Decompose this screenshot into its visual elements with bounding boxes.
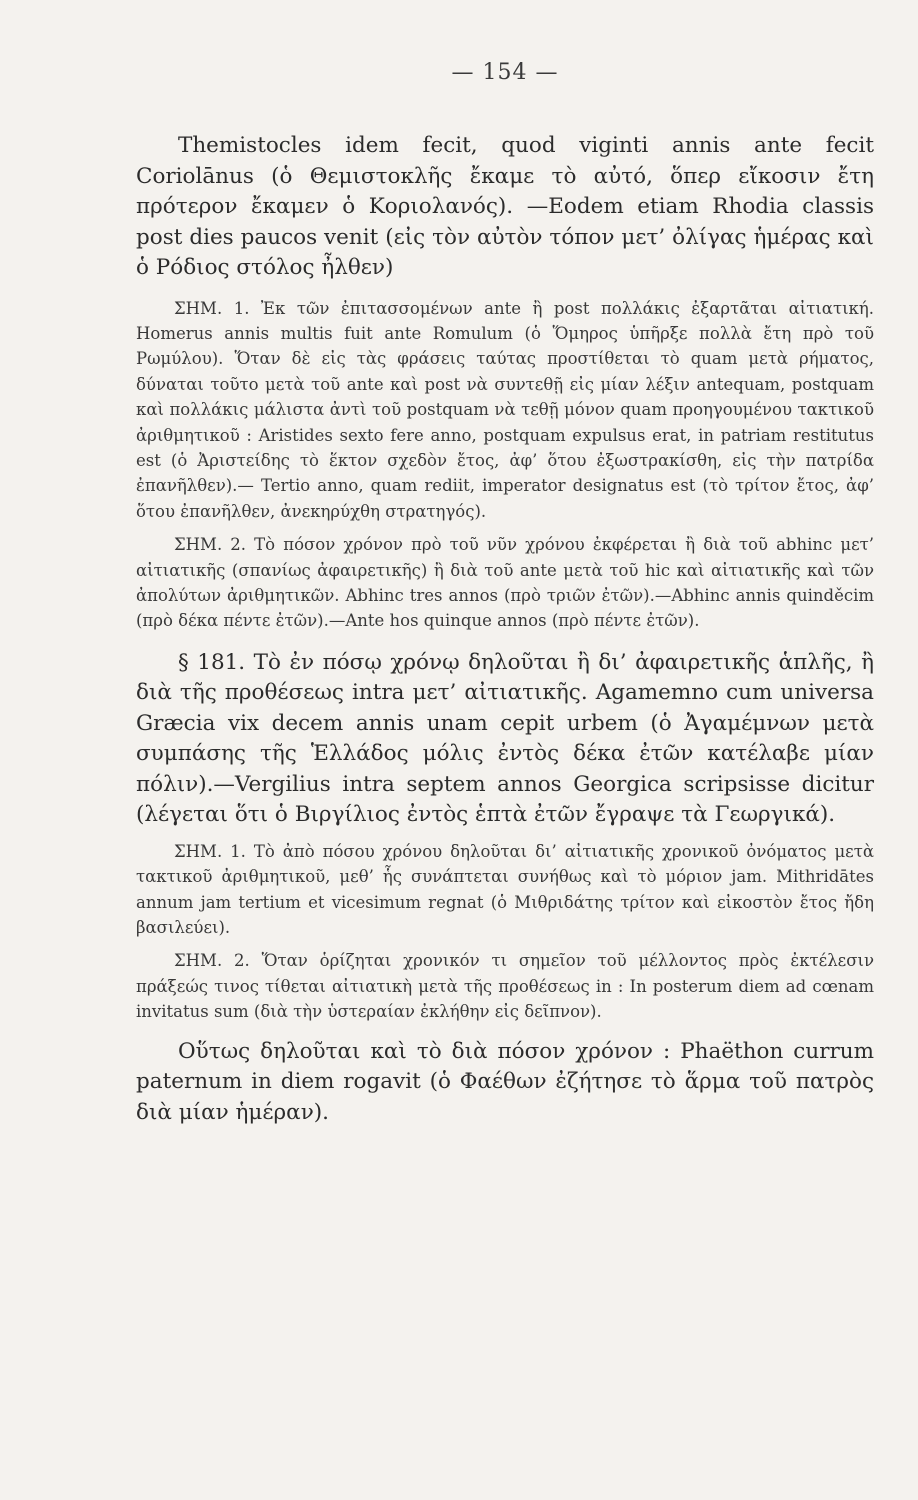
page-number: — 154 — xyxy=(451,60,559,85)
intro-paragraph: Themistocles idem fecit, quod viginti annis ante fecit Coriolānus (ὁ Θεμιστοκλῆς ἔκαμε τὸ αὐτό, ὅπερ εἴκοσιν ἔτη πρότερον ἔκαμεν ὁ Κοριολανός). —Eodem etiam Rhodia classis post dies paucos venit (εἰς τὸν αὐτὸν τόπον μετ’ ὀλίγας ἡμέρας καὶ ὁ Ρόδιος στόλος ἦλθεν) xyxy=(136,133,874,280)
section-181-paragraph: § 181. Τὸ ἐν πόσῳ χρόνῳ δηλοῦται ἢ δι’ ἀφαιρετικῆς ἁπλῆς, ἢ διὰ τῆς προθέσεως intra μετ’ αἰτιατικῆς. Agamemno cum universa Græcia vix decem annis unam cepit urbem (ὁ Ἀγαμέμνων μετὰ συμπάσης τῆς Ἑλλάδος μόλις ἐντὸς δέκα ἐτῶν κατέλαβε μίαν πόλιν).—Vergilius intra septem annos Georgica scripsisse dicitur (λέγεται ὅτι ὁ Βιργίλιος ἐντὸς ἑπτὰ ἐτῶν ἔγραψε τὰ Γεωργικά). xyxy=(136,649,874,828)
section-note-1-paragraph: ΣΗΜ. 1. Τὸ ἀπὸ πόσου χρόνου δηλοῦται δι’ αἰτιατικῆς χρονικοῦ ὀνόματος μετὰ τακτικοῦ ἀριθμητικοῦ, μεθ’ ἧς συνάπτεται συνήθως καὶ τὸ μόριον jam. Mithridātes annum jam tertium et vicesimum regnat (ὁ Μιθριδάτης τρίτον καὶ εἰκοστὸν ἔτος ἤδη βασιλεύει). xyxy=(136,841,874,937)
closing-paragraph: Οὕτως δηλοῦται καὶ τὸ διὰ πόσον χρόνον : Phaëthon currum paternum in diem rogavit (ὁ Φαέθων ἐζήτησε τὸ ἅρμα τοῦ πατρὸς διὰ μίαν ἡμέραν). xyxy=(136,1038,874,1125)
note-1-paragraph: ΣΗΜ. 1. Ἐκ τῶν ἐπιτασσομένων ante ἢ post πολλάκις ἐξαρτᾶται αἰτιατική. Homerus annis multis fuit ante Romulum (ὁ Ὅμηρος ὑπῆρξε πολλὰ ἔτη πρὸ τοῦ Ρωμύλου). Ὅταν δὲ εἰς τὰς φράσεις ταύτας προστίθεται τὸ quam μετὰ ρήματος, δύναται τοῦτο μετὰ τοῦ ante καὶ post νὰ συντεθῇ εἰς μίαν λέξιν antequam, postquam καὶ πολλάκις μάλιστα ἀντὶ τοῦ postquam νὰ τεθῇ μόνον quam προηγουμένου τακτικοῦ ἀριθμητικοῦ : Aristides sexto fere anno, postquam expulsus erat, in patriam restitutus est (ὁ Ἀριστείδης τὸ ἕκτον σχεδὸν ἔτος, ἀφ’ ὅτου ἐξωστρακίσθη, εἰς τὴν πατρίδα ἐπανῆλθεν).— Tertio anno, quam rediit, imperator designatus est (τὸ τρίτον ἔτος, ἀφ’ ὅτου ἐπανῆλθεν, ἀνεκηρύχθη στρατηγός). xyxy=(136,298,874,521)
note-2-paragraph: ΣΗΜ. 2. Τὸ πόσον χρόνον πρὸ τοῦ νῦν χρόνου ἐκφέρεται ἢ διὰ τοῦ abhinc μετ’ αἰτιατικῆς (σπανίως ἀφαιρετικῆς) ἢ διὰ τοῦ ante μετὰ τοῦ hic καὶ αἰτιατικῆς καὶ τῶν ἀπολύτων ἀριθμητικῶν. Abhinc tres annos (πρὸ τριῶν ἐτῶν).—Abhinc annis quinděcim (πρὸ δέκα πέντε ἐτῶν).—Ante hos quinque annos (πρὸ πέντε ἐτῶν). xyxy=(136,535,874,631)
section-note-2-paragraph: ΣΗΜ. 2. Ὅταν ὁρίζηται χρονικόν τι σημεῖον τοῦ μέλλοντος πρὸς ἐκτέλεσιν πράξεώς τινος τίθεται αἰτιατικὴ μετὰ τῆς προθέσεως in : In posterum diem ad cœnam invitatus sum (διὰ τὴν ὑστεραίαν ἐκλήθην εἰς δεῖπνον). xyxy=(136,951,874,1022)
book-page xyxy=(136,60,874,1460)
